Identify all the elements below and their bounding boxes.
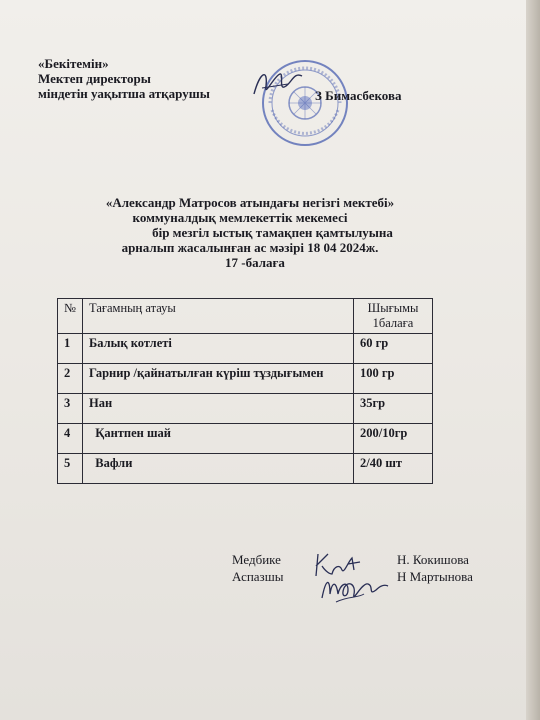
nurse-label: Медбике <box>232 552 281 567</box>
row-yield: 100 гр <box>354 364 433 394</box>
row-number: 3 <box>58 394 83 424</box>
approval-position-1: Мектеп директоры <box>38 71 151 86</box>
row-number: 4 <box>58 424 83 454</box>
row-number: 2 <box>58 364 83 394</box>
row-dish: Балық котлеті <box>83 334 354 364</box>
staff-labels <box>232 551 283 585</box>
cook-name: Н Мартынова <box>397 569 473 584</box>
approval-header: «Бекітемін» <box>38 56 109 71</box>
row-yield: 2/40 шт <box>354 454 433 484</box>
title-line-meals: бір мезгіл ыстық тамақпен қамтылуына <box>152 225 393 240</box>
table-row <box>58 364 433 394</box>
title-line-date: арналып жасалынған ас мәзірі 18 04 2024ж. <box>121 240 379 255</box>
col-header-yield-sub: 1балаға <box>372 316 414 330</box>
col-header-yield <box>354 299 433 334</box>
row-number: 1 <box>58 334 83 364</box>
col-header-number: № <box>58 299 83 334</box>
title-line-children: 17 -балаға <box>225 255 285 270</box>
cook-label: Аспазшы <box>232 569 284 584</box>
title-line-school: «Александр Матросов атындағы негізгі мектебі» <box>105 195 395 210</box>
director-signature-icon <box>248 64 308 104</box>
staff-names <box>397 551 473 585</box>
nurse-name: Н. Кокишова <box>397 552 469 567</box>
row-dish: Қантпен шай <box>83 424 354 454</box>
row-number: 5 <box>58 454 83 484</box>
table-row <box>58 454 433 484</box>
col-header-dish: Тағамның атауы <box>83 299 354 334</box>
table-row <box>58 424 433 454</box>
row-dish: Гарнир /қайнатылған күріш тұздығымен <box>83 364 354 394</box>
row-yield: 35гр <box>354 394 433 424</box>
document-title <box>60 195 450 270</box>
col-header-yield-label: Шығымы <box>367 301 419 315</box>
title-line-institution: коммуналдық мемлекеттік мекемесі <box>132 210 348 225</box>
row-dish: Вафли <box>83 454 354 484</box>
row-dish: Нан <box>83 394 354 424</box>
row-yield: 200/10гр <box>354 424 433 454</box>
paper-edge <box>526 0 540 720</box>
table-row <box>58 394 433 424</box>
approval-block <box>38 56 210 101</box>
table-header-row <box>58 299 433 334</box>
menu-table <box>57 298 433 484</box>
approver-name: З Бимасбекова <box>315 88 402 103</box>
row-yield: 60 гр <box>354 334 433 364</box>
table-row <box>58 334 433 364</box>
cook-signature-icon <box>318 568 390 608</box>
approval-position-2: міндетін уақытша атқарушы <box>38 86 210 101</box>
